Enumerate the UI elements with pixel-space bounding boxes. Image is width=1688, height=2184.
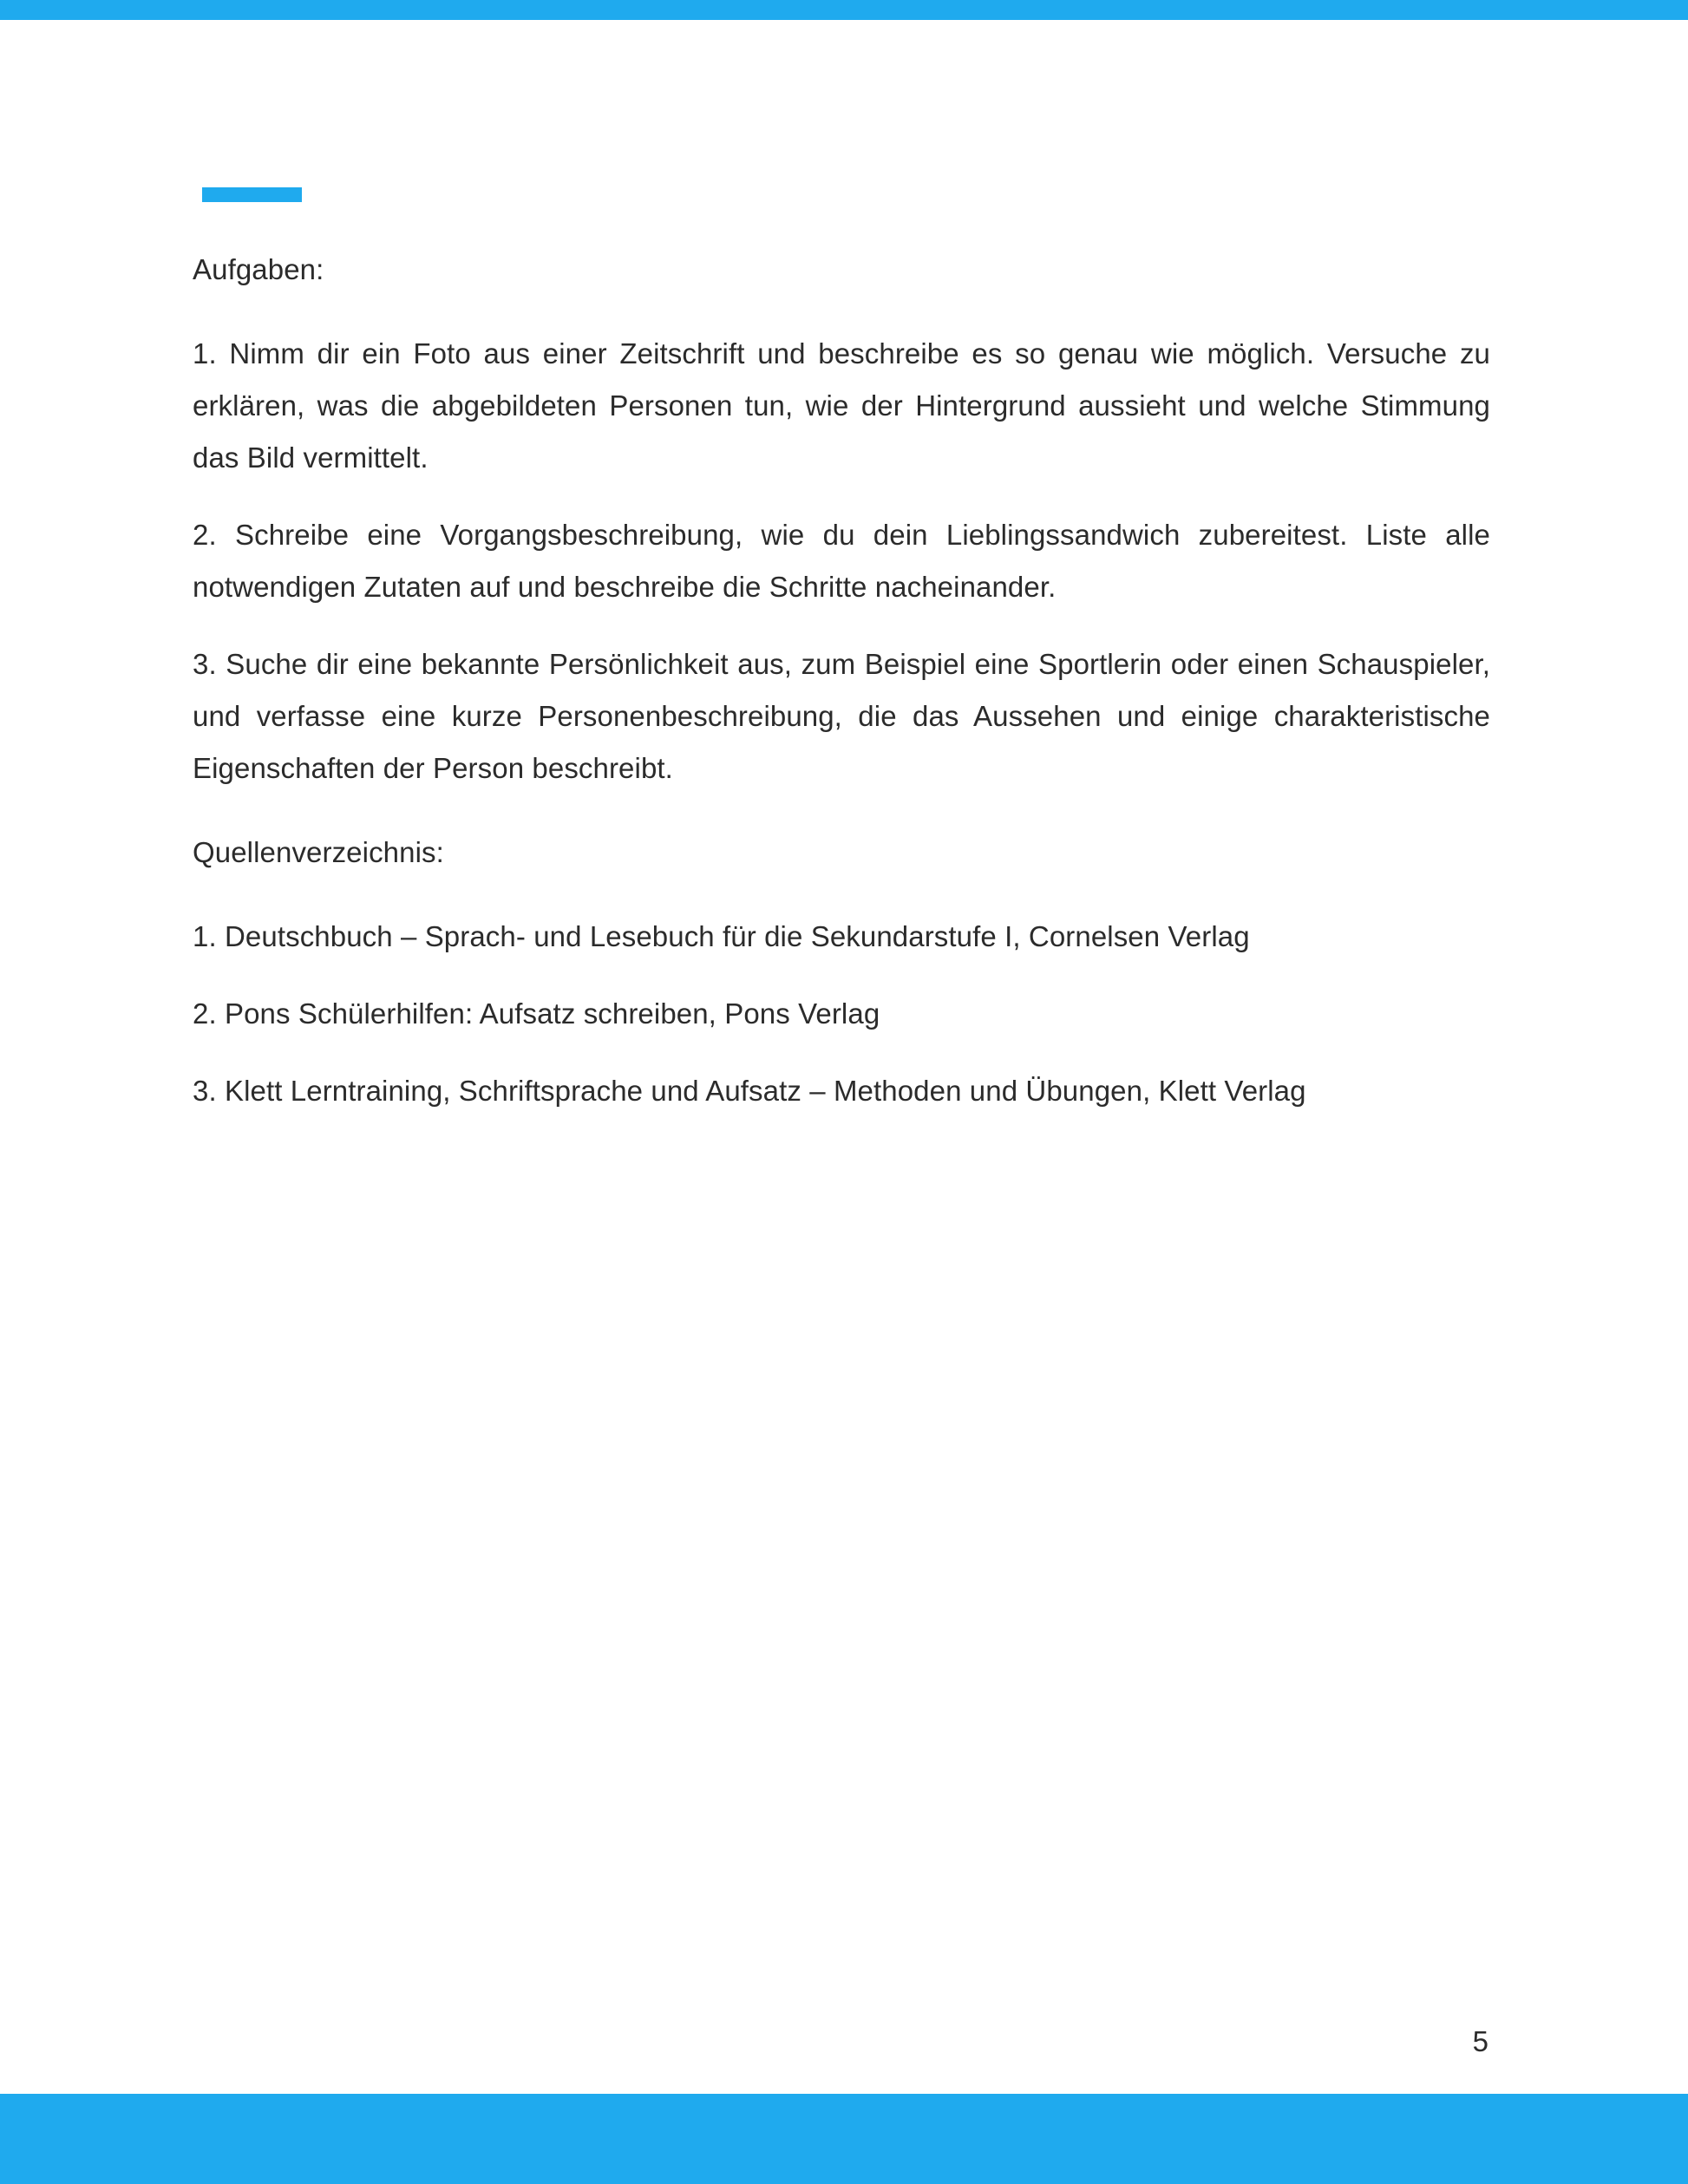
- document-body: [193, 250, 1490, 1142]
- reference-item-2: 2. Pons Schülerhilfen: Aufsatz schreiben, Pons Verlag: [193, 997, 880, 1030]
- tasks-heading: Aufgaben:: [193, 253, 324, 285]
- reference-item-3: 3. Klett Lerntraining, Schriftsprache und Aufsatz – Methoden und Übungen, Klett Verlag: [193, 1075, 1306, 1107]
- task-paragraph-2: 2. Schreibe eine Vorgangsbeschreibung, wie du dein Lieblingssandwich zubereitest. Liste alle notwendigen Zutaten auf und beschreibe die Schritte nacheinander.: [193, 519, 1490, 603]
- reference-item-1: 1. Deutschbuch – Sprach- und Lesebuch für die Sekundarstufe I, Cornelsen Verlag: [193, 920, 1250, 952]
- references-heading: Quellenverzeichnis:: [193, 836, 444, 868]
- header-accent-bar: [0, 0, 1688, 20]
- task-paragraph-1: 1. Nimm dir ein Foto aus einer Zeitschrift und beschreibe es so genau wie möglich. Versuche zu erklären, was die abgebildeten Personen tun, wie der Hintergrund aussieht und welche Stimmung das Bild vermittelt.: [193, 337, 1490, 474]
- section-accent-rule: [202, 187, 302, 202]
- footer-accent-bar: [0, 2094, 1688, 2184]
- task-paragraph-3: 3. Suche dir eine bekannte Persönlichkeit aus, zum Beispiel eine Sportlerin oder einen Schauspieler, und verfasse eine kurze Personenbeschreibung, die das Aussehen und einige charakteristische Eigenschaften der Person beschreibt.: [193, 648, 1490, 784]
- page-number: 5: [1472, 2025, 1488, 2057]
